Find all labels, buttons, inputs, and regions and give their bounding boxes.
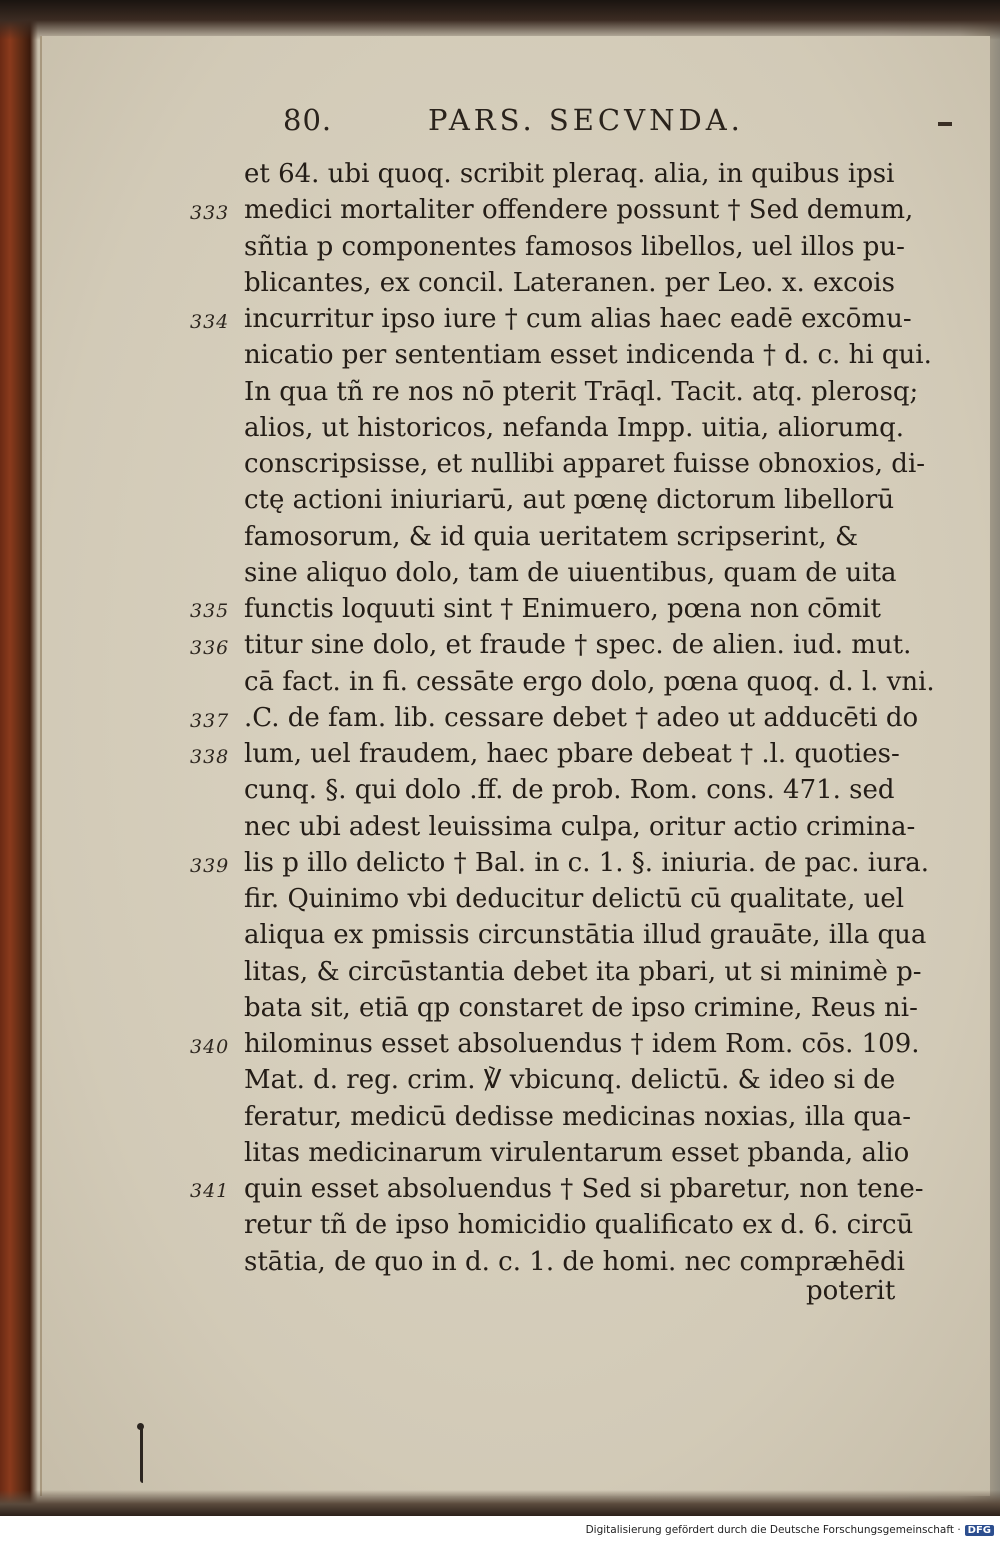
text-line: titur sine dolo, et fraude † spec. de alien. iud. mut. bbox=[244, 630, 912, 661]
margin-number: 334 bbox=[190, 311, 230, 333]
text-line: retur tñ de ipso homicidio qualificato ex d. 6. circū bbox=[244, 1210, 914, 1241]
running-head: PARS. SECVNDA. bbox=[428, 103, 744, 137]
text-line: fir. Quinimo vbi deducitur delictū cū qualitate, uel bbox=[244, 884, 905, 914]
text-line: litas, & circūstantia debet ita pbari, ut si minimè p- bbox=[244, 956, 922, 987]
text-line: stātia, de quo in d. c. 1. de homi. nec compræhēdi bbox=[244, 1246, 905, 1277]
margin-number: 337 bbox=[190, 710, 230, 732]
margin-number: 339 bbox=[190, 855, 230, 877]
text-line: ctę actioni iniuriarū, aut pœnę dictorum libellorū bbox=[244, 485, 895, 516]
pencil-mark bbox=[140, 1425, 149, 1483]
text-line: sñtia p componentes famosos libellos, uel illos pu- bbox=[244, 231, 905, 262]
margin-number: 335 bbox=[190, 600, 230, 622]
printer-mark bbox=[938, 122, 952, 126]
text-line: famosorum, & id quia ueritatem scripserint, & bbox=[244, 521, 859, 552]
text-line: et 64. ubi quoq. scribit pleraq. alia, in quibus ipsi bbox=[244, 159, 895, 189]
text-line: sine aliquo dolo, tam de uiuentibus, quam de uita bbox=[244, 557, 897, 588]
text-line: cunq. §. qui dolo .ff. de prob. Rom. cons. 471. sed bbox=[244, 775, 895, 806]
credit-text: Digitalisierung gefördert durch die Deutsche Forschungsgemeinschaft · bbox=[585, 1524, 961, 1536]
scan-bottom-shadow bbox=[0, 1490, 1000, 1516]
text-line: bata sit, etiā qp constaret de ipso crimine, Reus ni- bbox=[244, 992, 918, 1023]
text-line: lum, uel fraudem, haec pbare debeat † .l. quoties- bbox=[244, 739, 900, 769]
dfg-logo: DFG bbox=[965, 1525, 994, 1536]
text-line: alios, ut historicos, nefanda Impp. uitia, aliorumq. bbox=[244, 412, 904, 443]
text-line: hilominus esset absoluendus † idem Rom. cōs. 109. bbox=[244, 1029, 920, 1059]
text-line: feratur, medicū dedisse medicinas noxias, illa qua- bbox=[244, 1101, 911, 1132]
folio-number: 80. bbox=[283, 103, 333, 137]
text-line: nicatio per sententiam esset indicenda † d. c. hi qui. bbox=[244, 340, 932, 371]
margin-number: 336 bbox=[190, 637, 230, 659]
margin-number: 333 bbox=[190, 202, 230, 224]
text-line: .C. de fam. lib. cessare debet † adeo ut adducēti do bbox=[244, 702, 919, 733]
text-line: In qua tñ re nos nō pterit Trāql. Tacit. atq. plerosq; bbox=[244, 376, 919, 407]
text-line: litas medicinarum virulentarum esset pbanda, alio bbox=[244, 1137, 910, 1168]
text-block bbox=[244, 156, 956, 1280]
digitization-credit bbox=[0, 1524, 994, 1536]
text-line: Mat. d. reg. crim. ℣ vbicunq. delictū. & ideo si de bbox=[244, 1065, 896, 1096]
text-line: aliqua ex pmissis circunstātia illud grauāte, illa qua bbox=[244, 920, 927, 951]
text-line: nec ubi adest leuissima culpa, oritur actio crimina- bbox=[244, 811, 916, 842]
margin-number: 340 bbox=[190, 1036, 230, 1058]
text-line: blicantes, ex concil. Lateranen. per Leo. x. excois bbox=[244, 267, 895, 298]
catchword: poterit bbox=[806, 1276, 896, 1306]
scan-top-shadow bbox=[0, 0, 1000, 40]
text-line: incurritur ipso iure † cum alias haec eadē excōmu- bbox=[244, 304, 912, 334]
margin-number: 338 bbox=[190, 746, 230, 768]
text-line: functis loquuti sint † Enimuero, pœna non cōmit bbox=[244, 594, 881, 624]
margin-number: 341 bbox=[190, 1180, 230, 1202]
text-line: cā fact. in fi. cessāte ergo dolo, pœna quoq. d. l. vni. bbox=[244, 666, 935, 697]
text-line: conscripsisse, et nullibi apparet fuisse obnoxios, di- bbox=[244, 449, 926, 479]
text-line: medici mortaliter offendere possunt † Sed demum, bbox=[244, 195, 914, 226]
text-line: quin esset absoluendus † Sed si pbaretur, non tene- bbox=[244, 1174, 924, 1204]
text-line: lis p illo delicto † Bal. in c. 1. §. iniuria. de pac. iura. bbox=[244, 847, 930, 878]
